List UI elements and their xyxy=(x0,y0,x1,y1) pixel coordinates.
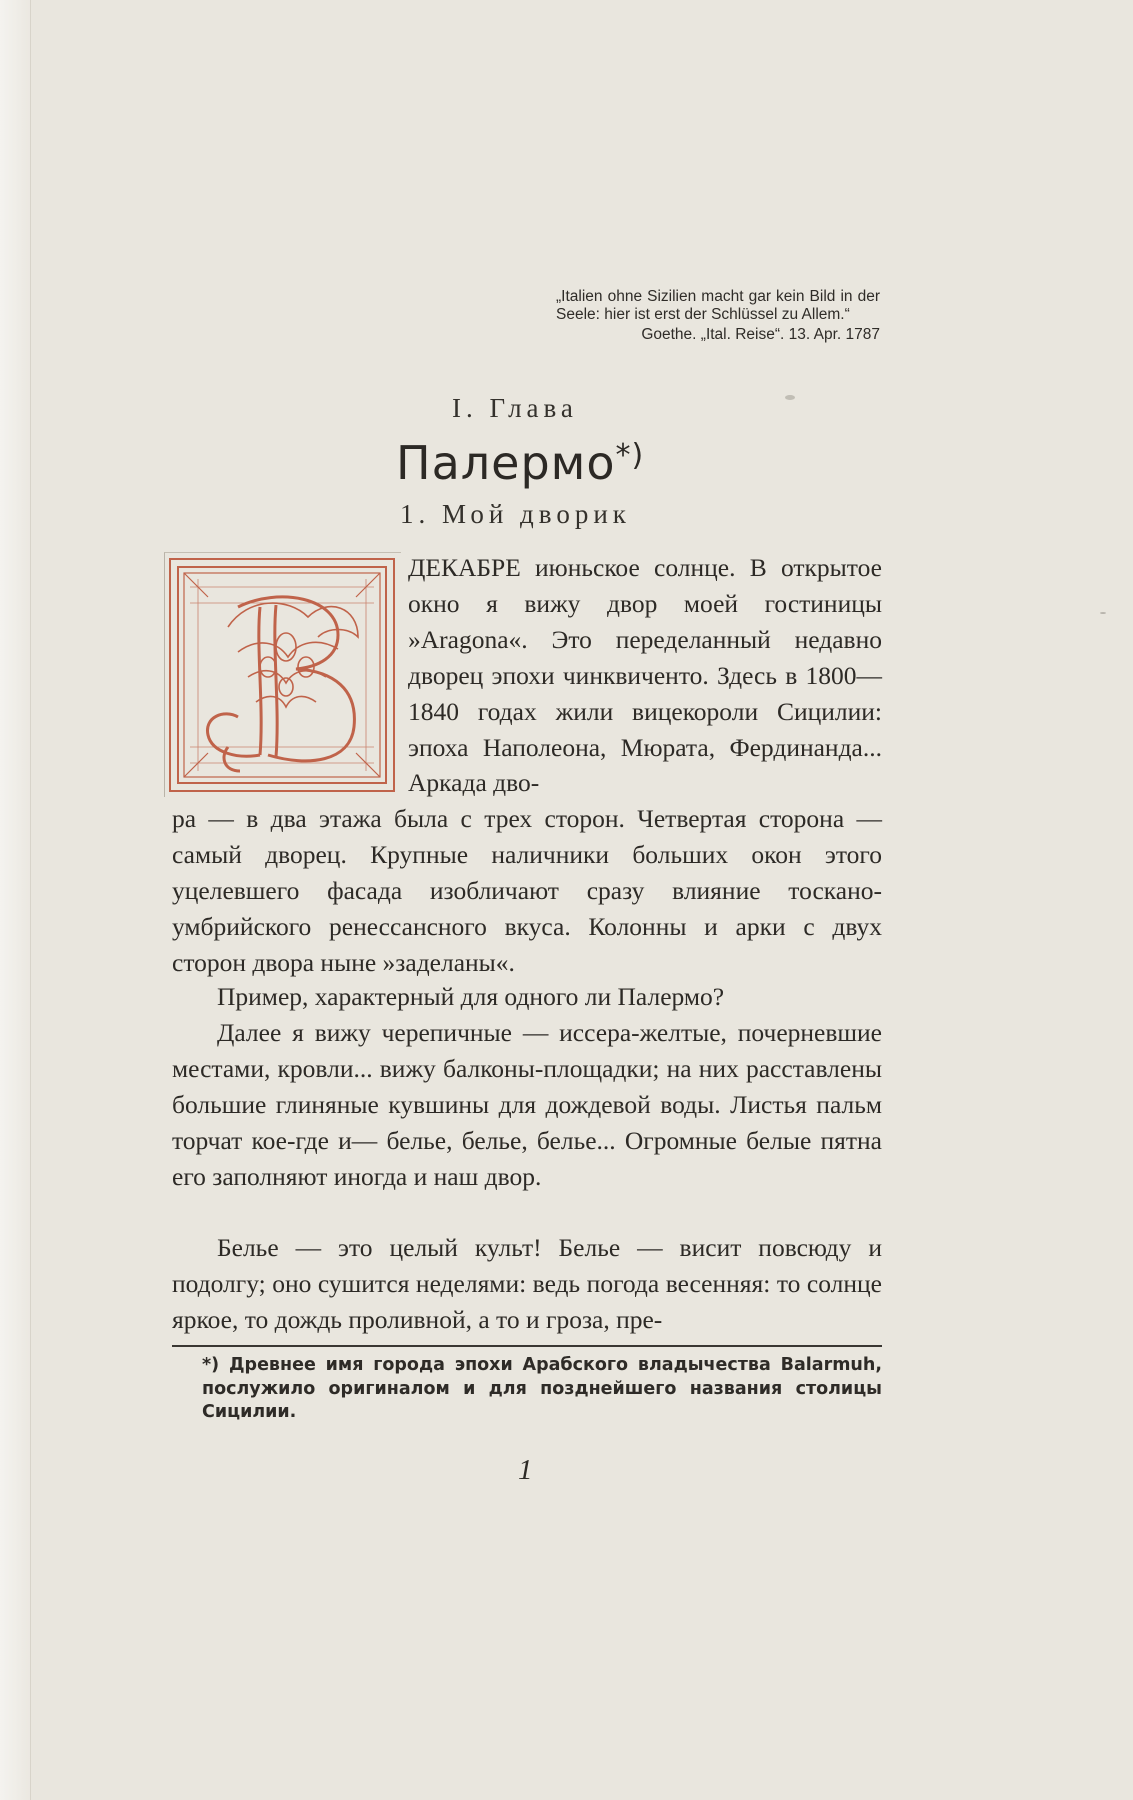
footnote xyxy=(172,1354,882,1425)
footnote-text: *) Древнее имя города эпохи Арабского владычества Balarmuh, послужило оригиналом и для позднейшего названия столицы Сицилии. xyxy=(202,1355,882,1422)
title-footnote-mark: *) xyxy=(615,438,645,473)
footnote-rule xyxy=(172,1345,882,1347)
paragraph-4: Белье — это целый культ! Белье — висит повсюду и подолгу; оно сушится неделями: ведь погода весенняя: то солнце яркое, то дождь проливной, а то и гроза, пре- xyxy=(172,1233,882,1334)
paragraph-1-continued: ра — в два этажа была с трех сторон. Четвертая сторона — самый дворец. Крупные наличники больших окон этого уцелевшего фасада изобличают сразу влияние тоскано-умбрийского ренессансного вкуса. Колонны и арки с двух сторон двора ныне »заделаны«. xyxy=(172,804,882,977)
page-title xyxy=(396,436,644,490)
paper-speck xyxy=(785,395,795,400)
chapter-heading: I. Глава xyxy=(452,393,578,423)
page-number: 1 xyxy=(518,1454,533,1486)
paragraph-2: Пример, характерный для одного ли Палермо? xyxy=(217,982,725,1011)
dropcap-ornament xyxy=(168,557,396,793)
epigraph xyxy=(556,288,880,344)
section-subtitle: 1. Мой дворик xyxy=(400,499,631,529)
paper-speck xyxy=(1100,612,1106,614)
paragraph-1-intro: ДЕКАБРЕ июньское солнце. В открытое окно я вижу двор моей гостиницы »Aragona«. Это переделанный недавно дворец эпохи чинквиченто. Здесь в 1800—1840 годах жили вицекороли Сицилии: эпоха Наполеона, Мюрата, Фердинанда... Аркада дво- xyxy=(408,553,882,798)
epigraph-quote: „Italien ohne Sizilien macht gar kein Bild in der Seele: hier ist erst der Schlüssel zu Allem.“ xyxy=(556,288,880,323)
epigraph-source: Goethe. „Ital. Reise“. 13. Apr. 1787 xyxy=(641,326,880,343)
page-edge xyxy=(0,0,31,1800)
paragraph-3: Далее я вижу черепичные — иссера-желтые, почерневшие местами, кровли... вижу балконы-площадки; на них расставлены большие глиняные кувшины для дождевой воды. Листья пальм торчат кое-где и— белье, белье, белье... Огромные белые пятна его заполняют иногда и наш двор. xyxy=(172,1018,882,1191)
title-text: Палермо xyxy=(396,436,616,490)
